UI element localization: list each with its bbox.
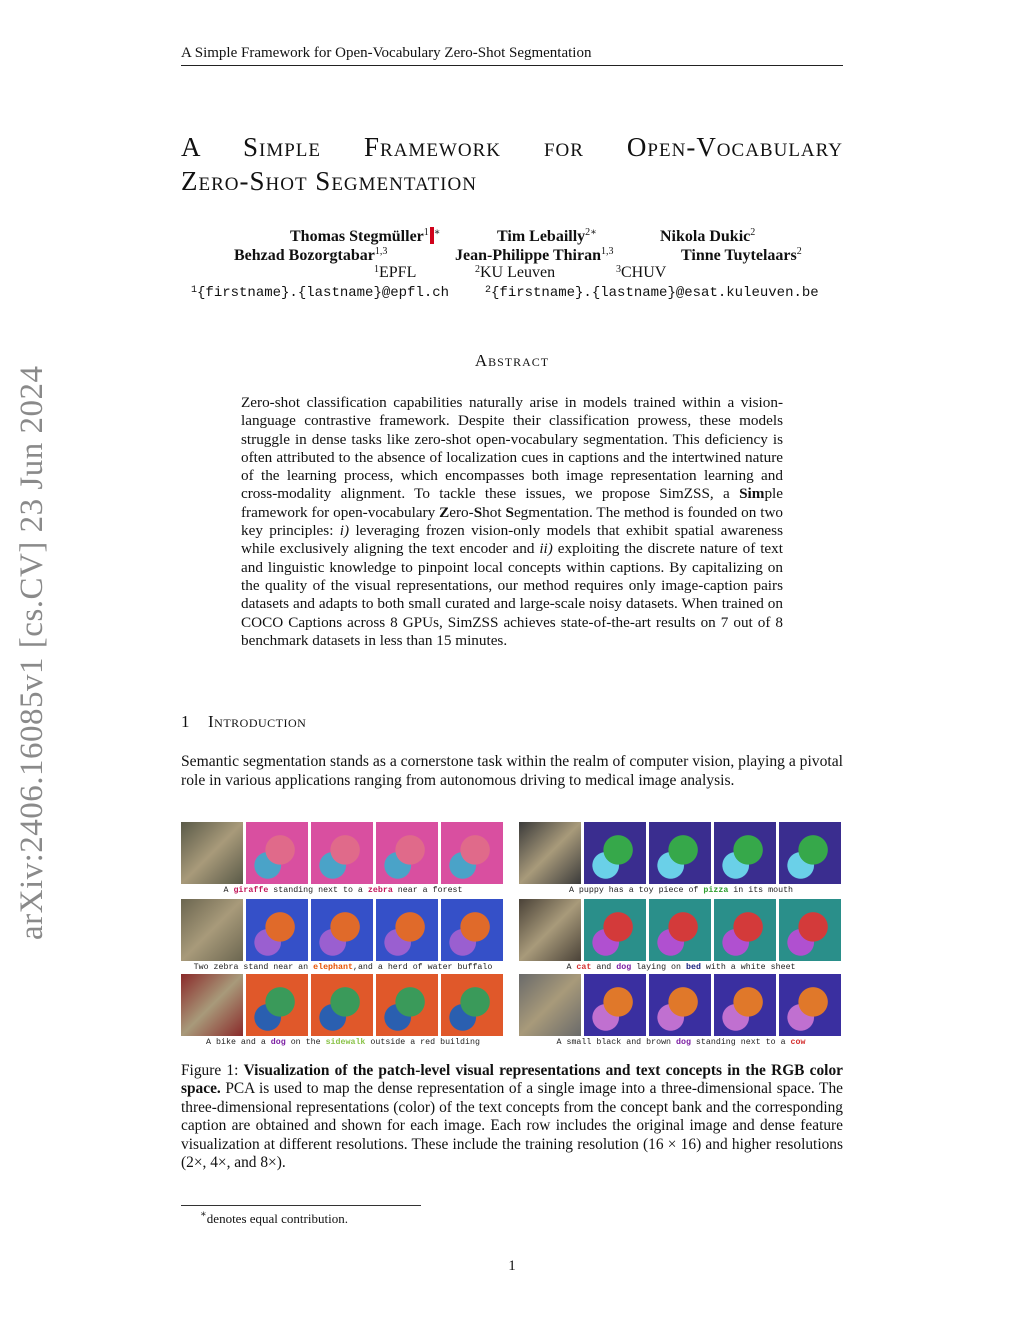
figure-photo bbox=[519, 974, 581, 1036]
feature-map-panel bbox=[584, 974, 646, 1036]
figure-photo bbox=[519, 822, 581, 884]
affiliation-ku-leuven: $^2$ KU Leuven bbox=[475, 264, 556, 281]
feature-map-panel bbox=[584, 822, 646, 884]
email-epfl[interactable]: $^1$ {firstname}.{lastname}@epfl.ch bbox=[191, 285, 450, 301]
feature-map-panel bbox=[649, 974, 711, 1036]
footnote: ∗denotes equal contribution. bbox=[200, 1209, 348, 1226]
figure-panel-caption: A giraffe standing next to a zebra near a forest bbox=[223, 886, 463, 895]
author-bozorgtabar[interactable]: Behzad Bozorgtabar$^{1,3}$ bbox=[234, 246, 388, 264]
arxiv-identifier[interactable]: arXiv:2406.16085v1 [cs.CV] 23 Jun 2024 bbox=[14, 365, 50, 940]
paper-title bbox=[181, 130, 843, 198]
feature-map-panel bbox=[779, 899, 841, 961]
feature-map-panel bbox=[246, 899, 308, 961]
feature-map-panel bbox=[779, 974, 841, 1036]
affiliation-epfl: $^1$ EPFL bbox=[374, 264, 417, 281]
figure-1 bbox=[181, 822, 843, 1052]
feature-map-panel bbox=[714, 899, 776, 961]
author-dukic[interactable]: Nikola Dukic$^2$ bbox=[660, 227, 756, 245]
feature-map-panel bbox=[376, 974, 438, 1036]
page-number: 1 bbox=[508, 1258, 516, 1274]
feature-map-panel bbox=[714, 822, 776, 884]
feature-map-panel bbox=[376, 822, 438, 884]
feature-map-panel bbox=[376, 899, 438, 961]
author-stegmuller[interactable]: Thomas Stegmüller$^1$ ∗ bbox=[290, 227, 441, 245]
author-thiran[interactable]: Jean-Philippe Thiran$^{1,3}$ bbox=[455, 246, 614, 264]
feature-map-panel bbox=[584, 899, 646, 961]
feature-map-panel bbox=[779, 822, 841, 884]
figure-panel-caption: Two zebra stand near an elephant,and a herd of water buffalo bbox=[193, 963, 493, 972]
figure-1-caption: Figure 1: Visualization of the patch-level visual representations and text concepts in the RGB color space. PCA is used to map the dense representation of a single image into a three-dimensional space. The three-dimensional representations (color) of the text concepts from the concept bank and the corresponding caption are obtained and shown for each image. Each row includes the original image and dense feature visualization at different resolutions. These include the training resolution (16 × 16) and higher resolutions (2×, 4×, and 8×). bbox=[181, 1062, 843, 1172]
section-heading-introduction: 1 Introduction bbox=[181, 712, 307, 731]
running-header: A Simple Framework for Open-Vocabulary Zero-Shot Segmentation bbox=[181, 45, 592, 61]
figure-photo bbox=[181, 899, 243, 961]
figure-panel-caption: A cat and dog laying on bed with a white sheet bbox=[566, 963, 796, 972]
feature-map-panel bbox=[441, 822, 503, 884]
feature-map-panel bbox=[311, 974, 373, 1036]
figure-panel-caption: A small black and brown dog standing next to a cow bbox=[556, 1038, 806, 1047]
title-line-2: Zero-Shot Segmentation bbox=[181, 166, 477, 196]
abstract-heading: Abstract bbox=[474, 351, 550, 370]
feature-map-panel bbox=[311, 822, 373, 884]
figure-panel-caption: A bike and a dog on the sidewalk outside a red building bbox=[206, 1038, 480, 1047]
feature-map-panel bbox=[311, 899, 373, 961]
introduction-paragraph: Semantic segmentation stands as a cornerstone task within the realm of computer vision, playing a pivotal role in various applications ranging from autonomous driving to medical image analysis. bbox=[181, 753, 843, 789]
feature-map-panel bbox=[246, 822, 308, 884]
header-rule bbox=[181, 65, 843, 66]
figure-photo bbox=[181, 974, 243, 1036]
figure-panel-caption: A puppy has a toy piece of pizza in its mouth bbox=[568, 886, 794, 895]
abstract-body: Zero-shot classification capabilities naturally arise in models trained within a vision-language contrastive framework. Despite their classification prowess, these models struggle in dense tasks like zero-shot open-vocabulary segmentation. This deficiency is often attributed to the absence of localization cues in captions and the intertwined nature of the learning process, which encompasses both image representation learning and cross-modality alignment. To tackle these issues, we propose SimZSS, a Simple framework for open-vocabulary Zero-Shot Segmentation. The method is founded on two key principles: i) leveraging frozen vision-only models that exhibit spatial awareness while exclusively aligning the text encoder and ii) exploiting the discrete nature of text and linguistic knowledge to pinpoint local concepts within captions. By capitalizing on the quality of the visual representations, our method requires only image-caption pairs datasets and adapts to both small curated and large-scale noisy datasets. When trained on COCO Captions across 8 GPUs, SimZSS achieves state-of-the-art results on 7 out of 8 benchmark datasets in less than 15 minutes. bbox=[241, 394, 783, 649]
figure-photo bbox=[519, 899, 581, 961]
email-kuleuven[interactable]: $^2$ {firstname}.{lastname}@esat.kuleuven.be bbox=[485, 285, 819, 301]
author-tuytelaars[interactable]: Tinne Tuytelaars$^2$ bbox=[681, 246, 802, 264]
feature-map-panel bbox=[246, 974, 308, 1036]
title-line-1: A Simple Framework for Open-Vocabulary bbox=[181, 132, 843, 162]
feature-map-panel bbox=[649, 899, 711, 961]
feature-map-panel bbox=[441, 974, 503, 1036]
author-lebailly[interactable]: Tim Lebailly$^{2∗}$ bbox=[497, 227, 597, 245]
figure-photo bbox=[181, 822, 243, 884]
footnote-rule bbox=[181, 1205, 421, 1206]
affiliation-chuv: $^3$ CHUV bbox=[616, 264, 667, 281]
feature-map-panel bbox=[714, 974, 776, 1036]
feature-map-panel bbox=[649, 822, 711, 884]
feature-map-panel bbox=[441, 899, 503, 961]
